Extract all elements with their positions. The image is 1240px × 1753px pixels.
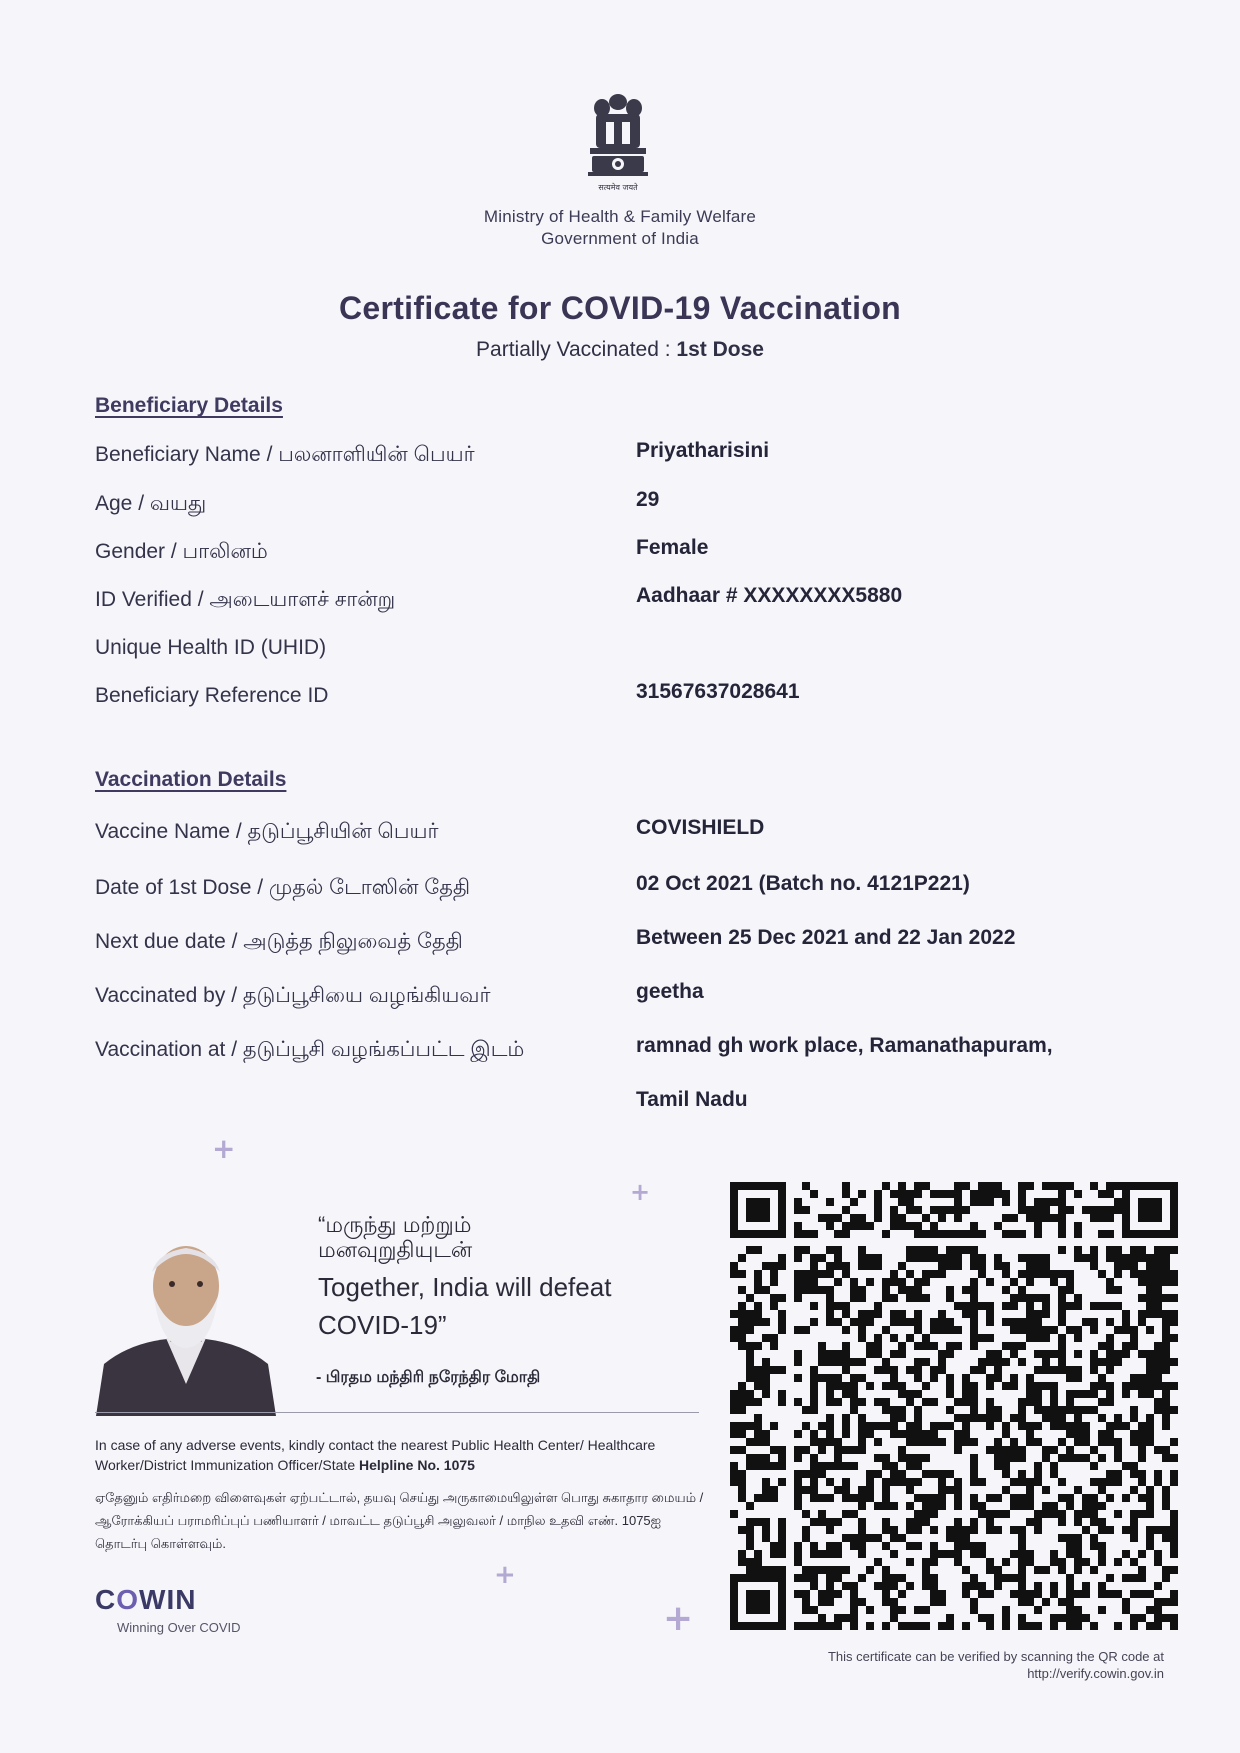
quote-attribution: - பிரதம மந்திரி நரேந்திர மோதி <box>316 1369 541 1386</box>
verify-note <box>700 1648 1164 1682</box>
helpline-text: In case of any adverse events, kindly contact the nearest Public Health Center/ Healthcare Worker/District Immunization Officer/State <box>95 1437 656 1473</box>
vaccination-at-value: ramnad gh work place, Ramanathapuram, <box>636 1034 1053 1057</box>
vaccinated-by-value: geetha <box>636 980 704 1003</box>
national-emblem-icon <box>584 92 652 194</box>
beneficiary-name-label: Beneficiary Name / பலனாளியின் பெயர் <box>95 443 475 466</box>
verify-line2: http://verify.cowin.gov.in <box>1027 1666 1164 1681</box>
first-dose-label: Date of 1st Dose / முதல் டோஸின் தேதி <box>95 876 471 899</box>
id-verified-value: Aadhaar # XXXXXXXX5880 <box>636 584 903 607</box>
vaccine-name-value: COVISHIELD <box>636 816 765 839</box>
age-value: 29 <box>636 488 660 511</box>
cowin-logo <box>95 1584 196 1616</box>
logo-rest: WIN <box>139 1584 197 1615</box>
uhid-row <box>95 636 1145 666</box>
vaccination-at-label: Vaccination at / தடுப்பூசி வழங்கப்பட்ட இடம் <box>95 1038 525 1061</box>
helpline-number: Helpline No. 1075 <box>359 1457 475 1473</box>
ministry-name <box>0 206 1240 250</box>
id-verified-label: ID Verified / அடையாளச் சான்று <box>95 588 396 611</box>
first-dose-row <box>95 872 1145 906</box>
beneficiary-name-row <box>95 439 1145 473</box>
id-verified-row <box>95 584 1145 618</box>
gender-value: Female <box>636 536 709 559</box>
reference-id-value: 31567637028641 <box>636 680 800 703</box>
logo-c: C <box>95 1584 117 1615</box>
qr-finder <box>1122 1182 1178 1238</box>
verify-line1: This certificate can be verified by scanning the QR code at <box>827 1649 1164 1664</box>
beneficiary-section-title: Beneficiary Details <box>95 394 283 417</box>
helpline-tamil: ஏதேனும் எதிர்மறை விளைவுகள் ஏற்பட்டால், தயவு செய்து அருகாமையிலுள்ள பொது சுகாதார மையம் / ஆரோக்கியப் பராமரிப்புப் பணியாளர் / மாவட்ட தடுப்பூசி அலுவலர் / மாநில உதவி எண். 1075ஐ தொடர்பு கொள்ளவும். <box>95 1490 704 1551</box>
next-due-label: Next due date / அடுத்த நிலுவைத் தேதி <box>95 930 463 953</box>
plus-decoration: + <box>663 1598 694 1639</box>
certificate-status <box>0 338 1240 362</box>
vaccinated-by-row <box>95 980 1145 1014</box>
quote-block <box>318 1212 698 1344</box>
qr-modules <box>730 1182 1178 1630</box>
age-row <box>95 488 1145 522</box>
beneficiary-name-value: Priyatharisini <box>636 439 770 462</box>
quote-english: Together, India will defeat COVID-19” <box>318 1272 612 1340</box>
qr-finder <box>730 1182 786 1238</box>
vaccine-name-label: Vaccine Name / தடுப்பூசியின் பெயர் <box>95 820 439 843</box>
cowin-tagline: Winning Over COVID <box>117 1620 241 1635</box>
emblem-motto: सत्यमेव जयते <box>598 183 638 192</box>
helpline-english <box>95 1435 705 1475</box>
reference-id-label: Beneficiary Reference ID <box>95 684 329 707</box>
uhid-label: Unique Health ID (UHID) <box>95 636 327 659</box>
certificate-title: Certificate for COVID-19 Vaccination <box>338 290 902 326</box>
divider <box>95 1412 699 1413</box>
vaccination-at-value-cont: Tamil Nadu <box>636 1088 748 1111</box>
gender-row <box>95 536 1145 570</box>
vaccination-at-row <box>95 1034 1145 1068</box>
vaccination-section-title: Vaccination Details <box>95 768 287 791</box>
qr-code-icon <box>730 1182 1178 1630</box>
next-due-value: Between 25 Dec 2021 and 22 Jan 2022 <box>636 926 1016 949</box>
next-due-row <box>95 926 1145 960</box>
portrait-icon <box>96 1234 276 1416</box>
age-label: Age / வயது <box>95 492 207 515</box>
reference-id-row <box>95 680 1145 714</box>
logo-o: O <box>116 1584 140 1615</box>
plus-decoration: + <box>630 1178 651 1206</box>
status-label: Partially Vaccinated : <box>476 338 677 361</box>
qr-finder <box>730 1574 786 1630</box>
first-dose-value: 02 Oct 2021 (Batch no. 4121P221) <box>636 872 970 895</box>
plus-decoration: + <box>494 1560 516 1590</box>
status-value: 1st Dose <box>676 338 764 361</box>
gender-label: Gender / பாலினம் <box>95 540 268 563</box>
vaccine-name-row <box>95 816 1145 850</box>
ministry-line2: Government of India <box>541 229 699 248</box>
ministry-line1: Ministry of Health & Family Welfare <box>483 207 757 226</box>
plus-decoration: + <box>212 1132 236 1165</box>
vaccinated-by-label: Vaccinated by / தடுப்பூசியை வழங்கியவர் <box>95 984 491 1007</box>
quote-tamil: “மருந்து மற்றும் மனவுறுதியுடன் <box>318 1212 473 1262</box>
vaccination-at-row-cont <box>95 1088 1145 1122</box>
